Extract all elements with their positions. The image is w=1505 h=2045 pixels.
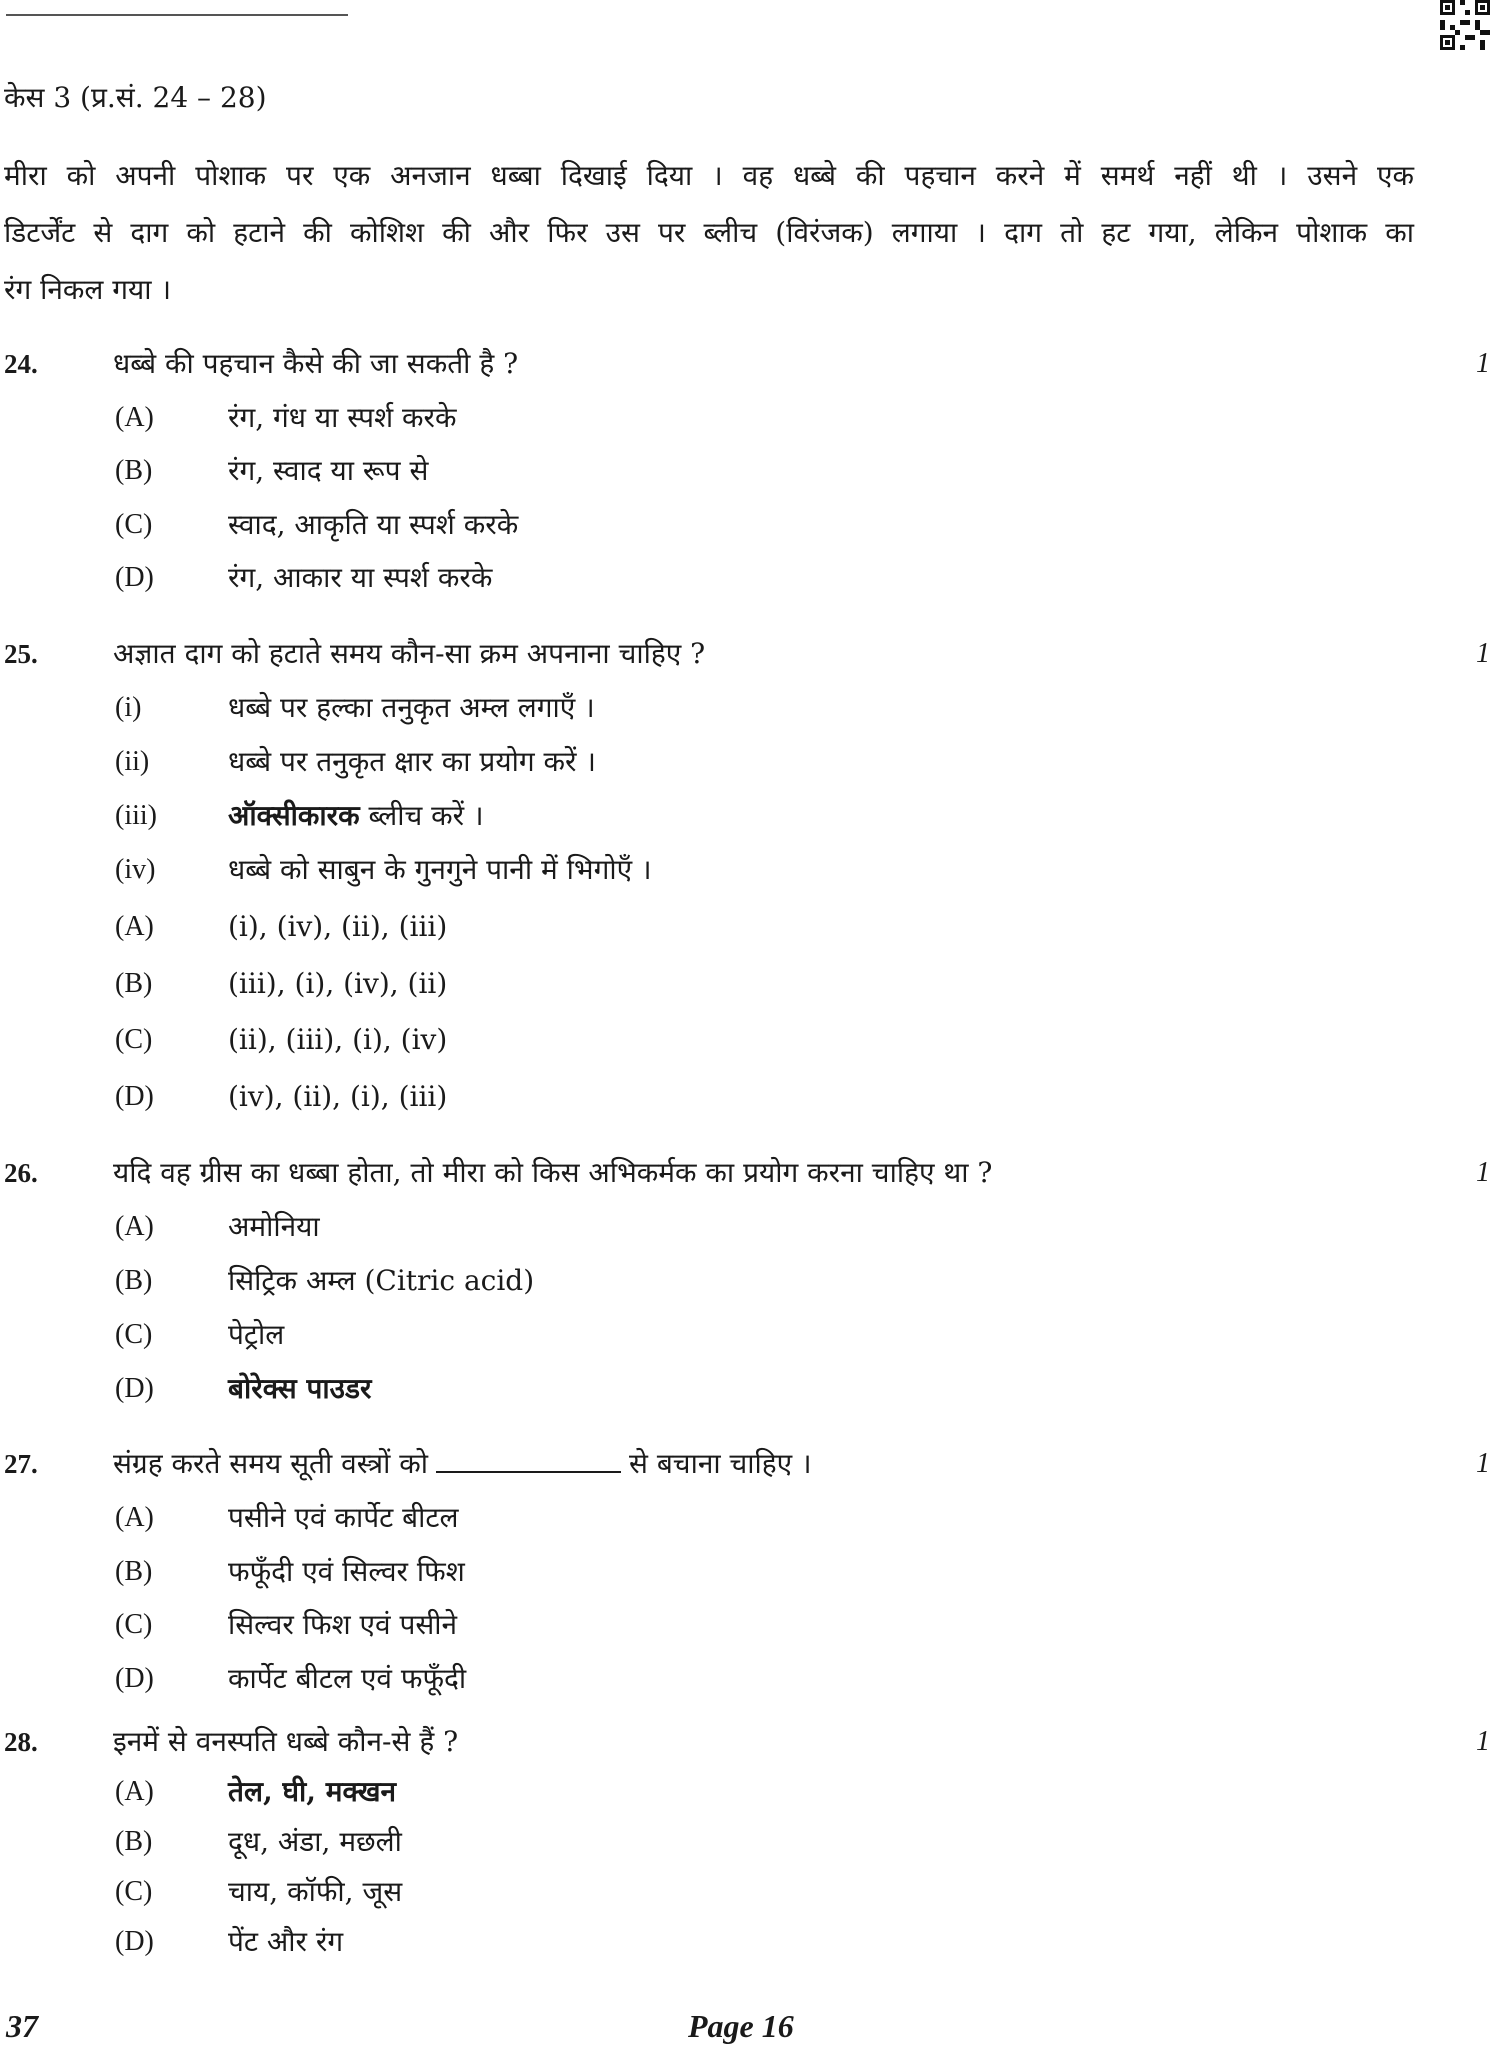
question-marks: 1 xyxy=(1476,1448,1490,1479)
fill-in-blank[interactable] xyxy=(436,1445,621,1473)
option-label: (A) xyxy=(115,1211,154,1242)
option[interactable] xyxy=(0,1659,1400,1699)
case-title: केस 3 (प्र.सं. 24 – 28) xyxy=(4,81,267,114)
option[interactable] xyxy=(0,1077,1400,1117)
option[interactable] xyxy=(0,1605,1400,1645)
option-label: (A) xyxy=(115,911,154,942)
statement-label: (iv) xyxy=(115,854,156,885)
statement-label: (iii) xyxy=(115,800,157,831)
option-label: (D) xyxy=(115,1663,154,1694)
question-marks: 1 xyxy=(1476,1157,1490,1188)
option-text: सिल्वर फिश एवं पसीने xyxy=(228,1608,458,1641)
statement-text: धब्बे पर हल्का तनुकृत अम्ल लगाएँ । xyxy=(228,691,595,724)
statement-label: (ii) xyxy=(115,746,150,777)
option-label: (C) xyxy=(115,1609,153,1640)
option-text: फफूँदी एवं सिल्वर फिश xyxy=(228,1555,465,1588)
option[interactable] xyxy=(0,558,1400,598)
option-text: (iv), (ii), (i), (iii) xyxy=(228,1080,448,1113)
option-label: (C) xyxy=(115,1319,153,1350)
option[interactable] xyxy=(0,1369,1400,1409)
statement-rest: ब्लीच करें । xyxy=(359,799,484,832)
option-text: तेल, घी, मक्खन xyxy=(228,1775,397,1808)
option[interactable] xyxy=(0,1552,1400,1592)
option-text: (i), (iv), (ii), (iii) xyxy=(228,910,448,943)
option[interactable] xyxy=(0,1261,1400,1301)
option-label: (C) xyxy=(115,1876,153,1907)
option-text: रंग, स्वाद या रूप से xyxy=(228,454,429,487)
option-text: बोरेक्स पाउडर xyxy=(228,1372,372,1405)
page-number: Page 16 xyxy=(688,2008,794,2044)
option-label: (C) xyxy=(115,1024,153,1055)
option-text: सिट्रिक अम्ल (Citric acid) xyxy=(228,1264,535,1297)
question-text: अज्ञात दाग को हटाते समय कौन-सा क्रम अपनाना चाहिए ? xyxy=(113,637,706,670)
statement-text: धब्बे पर तनुकृत क्षार का प्रयोग करें । xyxy=(228,745,596,778)
question-marks: 1 xyxy=(1476,1726,1490,1757)
option-text: पेट्रोल xyxy=(228,1318,285,1351)
passage-line: रंग निकल गया । xyxy=(4,273,172,306)
option-text: (iii), (i), (iv), (ii) xyxy=(228,967,448,1000)
question-number: 26. xyxy=(4,1158,38,1188)
option-label: (D) xyxy=(115,1373,154,1404)
option-text: अमोनिया xyxy=(228,1210,320,1243)
case-passage xyxy=(4,147,1414,318)
option[interactable] xyxy=(0,1020,1400,1060)
option-text: चाय, कॉफी, जूस xyxy=(228,1875,403,1908)
option-text: कार्पेट बीटल एवं फफूँदी xyxy=(228,1662,467,1695)
option[interactable] xyxy=(0,505,1400,545)
statement-text: धब्बे को साबुन के गुनगुने पानी में भिगोएँ । xyxy=(228,853,652,886)
option[interactable] xyxy=(0,1207,1400,1247)
question-text-after: से बचाना चाहिए । xyxy=(628,1447,812,1480)
passage-line: डिटर्जेंट से दाग को हटाने की कोशिश की और फिर उस पर ब्लीच (विरंजक) लगाया । दाग तो हट गया, लेकिन पोशाक का xyxy=(4,216,1414,249)
bold-term: ऑक्सीकारक xyxy=(228,799,360,832)
option-text: स्वाद, आकृति या स्पर्श करके xyxy=(228,508,519,541)
qr-code-icon xyxy=(1440,0,1490,50)
statement xyxy=(0,796,1400,836)
option[interactable] xyxy=(0,451,1400,491)
option-label: (B) xyxy=(115,968,153,999)
passage-line: मीरा को अपनी पोशाक पर एक अनजान धब्बा दिखाई दिया । वह धब्बे की पहचान करने में समर्थ नहीं थी । उसने एक xyxy=(4,159,1414,192)
paper-code: 37 xyxy=(6,2008,38,2044)
option-label: (A) xyxy=(115,1502,154,1533)
question-number: 28. xyxy=(4,1727,38,1757)
statement xyxy=(0,742,1400,782)
option-text: (ii), (iii), (i), (iv) xyxy=(228,1023,448,1056)
option-label: (D) xyxy=(115,1926,154,1957)
question-number: 24. xyxy=(4,349,38,379)
option[interactable] xyxy=(0,964,1400,1004)
option[interactable] xyxy=(0,1315,1400,1355)
option-text: पसीने एवं कार्पेट बीटल xyxy=(228,1501,459,1534)
question-text-before: संग्रह करते समय सूती वस्त्रों को xyxy=(113,1447,428,1480)
option-label: (B) xyxy=(115,455,153,486)
option[interactable] xyxy=(0,1922,1400,1962)
option[interactable] xyxy=(0,1822,1400,1862)
option-text: रंग, आकार या स्पर्श करके xyxy=(228,561,493,594)
option-label: (A) xyxy=(115,402,154,433)
question-text xyxy=(113,1444,812,1484)
option-text: दूध, अंडा, मछली xyxy=(228,1825,402,1858)
statement xyxy=(0,688,1400,728)
question-text: धब्बे की पहचान कैसे की जा सकती है ? xyxy=(113,347,519,380)
question-text: यदि वह ग्रीस का धब्बा होता, तो मीरा को किस अभिकर्मक का प्रयोग करना चाहिए था ? xyxy=(113,1156,993,1189)
statement xyxy=(0,850,1400,890)
header-rule xyxy=(6,14,348,16)
question-number: 25. xyxy=(4,639,38,669)
option-text: पेंट और रंग xyxy=(228,1925,344,1958)
option-label: (A) xyxy=(115,1776,154,1807)
option-label: (B) xyxy=(115,1556,153,1587)
option[interactable] xyxy=(0,1772,1400,1812)
question-number: 27. xyxy=(4,1449,38,1479)
option-label: (C) xyxy=(115,509,153,540)
option[interactable] xyxy=(0,398,1400,438)
question-text: इनमें से वनस्पति धब्बे कौन-से हैं ? xyxy=(113,1725,459,1758)
option-label: (B) xyxy=(115,1826,153,1857)
option-label: (B) xyxy=(115,1265,153,1296)
question-marks: 1 xyxy=(1476,348,1490,379)
option-label: (D) xyxy=(115,562,154,593)
option[interactable] xyxy=(0,907,1400,947)
option[interactable] xyxy=(0,1498,1400,1538)
option-label: (D) xyxy=(115,1081,154,1112)
option[interactable] xyxy=(0,1872,1400,1912)
statement-label: (i) xyxy=(115,692,142,723)
option-text: रंग, गंध या स्पर्श करके xyxy=(228,401,457,434)
statement-text xyxy=(228,796,484,836)
question-marks: 1 xyxy=(1476,638,1490,669)
